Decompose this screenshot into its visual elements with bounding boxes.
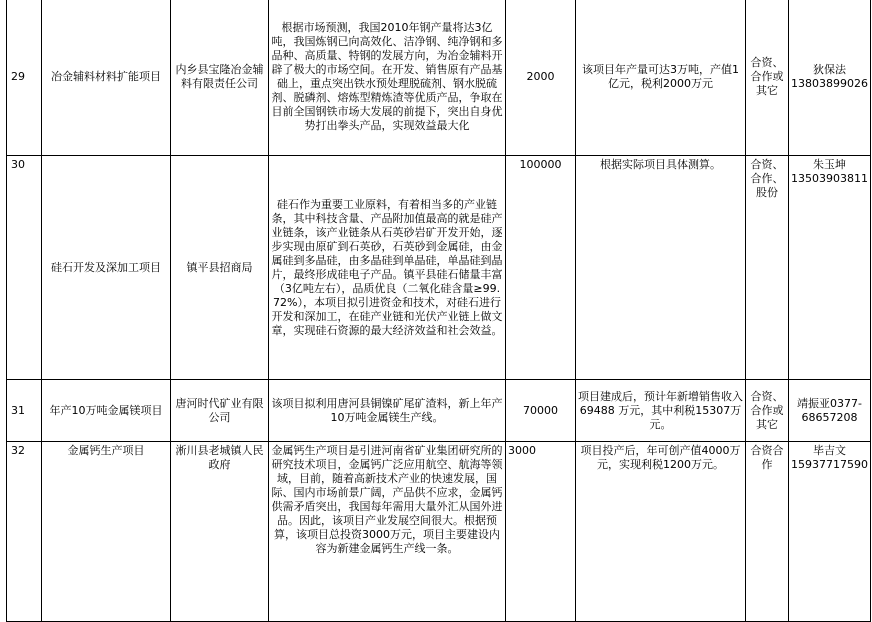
row-number: 31 [7, 380, 42, 442]
organization: 镇平县招商局 [171, 156, 269, 380]
cooperation-mode: 合资、合作、股份 [746, 156, 789, 380]
contact-phone: 13503903811 [791, 172, 868, 185]
expected-benefit: 项目建成后，预计年新增销售收入69488 万元，其中利税15307万元。 [576, 380, 746, 442]
table-row [7, 156, 871, 380]
organization: 淅川县老城镇人民政府 [171, 442, 269, 622]
row-number: 30 [7, 156, 42, 380]
contact-name: 靖振亚0377- [797, 396, 862, 410]
investment-amount: 70000 [506, 380, 576, 442]
project-name: 冶金辅料材料扩能项目 [42, 0, 171, 156]
project-description: 根据市场预测，我国2010年钢产量将达3亿吨，我国炼钢已向高效化、洁净钢、纯净钢和多品种、高质量、特钢的发展方向，为冶金辅料开辟了极大的市场空间。在开发、销售原有产品基础上，重点突出铁水预处理脱硫剂、钢水脱硫剂、脱磷剂、熔炼型精炼渣等优质产品，争取在目前全国钢铁市场大发展的前提下，突出自身优势打出拳头产品，实现效益最大化 [269, 0, 506, 156]
row-number: 29 [7, 0, 42, 156]
project-name: 金属钙生产项目 [42, 442, 171, 622]
cooperation-mode: 合资、合作或其它 [746, 380, 789, 442]
contact-cell [789, 0, 871, 156]
investment-amount: 2000 [506, 0, 576, 156]
contact-cell [789, 156, 871, 380]
organization: 唐河时代矿业有限公司 [171, 380, 269, 442]
contact-name: 毕吉文 [813, 444, 846, 457]
project-name: 硅石开发及深加工项目 [42, 156, 171, 380]
table-row [7, 442, 871, 622]
contact-phone: 68657208 [801, 410, 858, 424]
expected-benefit: 项目投产后，年可创产值4000万元，实现利税1200万元。 [576, 442, 746, 622]
contact-phone: 13803899026 [791, 77, 868, 90]
project-description: 硅石作为重要工业原料，有着相当多的产业链条，其中科技含量、产品附加值最高的就是硅产业链条，该产业链条从石英砂岩矿开发开始，逐步实现由原矿到石英砂，石英砂到金属硅，由金属硅到多晶硅，由多晶硅到单晶硅，单晶硅到晶片，最终形成硅电子产品。镇平县硅石储量丰富（3亿吨左右），品质优良（二氧化硅含量≥99.72%），本项目拟引进资金和技术，对硅石进行开发和深加工，在硅产业链和光伏产业链上做文章，实现硅石资源的最大经济效益和社会效益。 [269, 156, 506, 380]
organization: 内乡县宝隆冶金辅料有限责任公司 [171, 0, 269, 156]
contact-name: 朱玉坤 [813, 158, 846, 171]
investment-amount: 100000 [506, 156, 576, 380]
contact-name: 狄保法 [813, 63, 846, 76]
project-name: 年产10万吨金属镁项目 [42, 380, 171, 442]
contact-cell [789, 442, 871, 622]
investment-amount: 3000 [506, 442, 576, 622]
expected-benefit: 该项目年产量可达3万吨，产值1亿元，税利2000万元 [576, 0, 746, 156]
contact-phone: 15937717590 [791, 458, 868, 471]
expected-benefit: 根据实际项目具体测算。 [576, 156, 746, 380]
row-number: 32 [7, 442, 42, 622]
table-row [7, 0, 871, 156]
project-description: 该项目拟利用唐河县铜镍矿尾矿渣料，新上年产10万吨金属镁生产线。 [269, 380, 506, 442]
table-row [7, 380, 871, 442]
contact-cell [789, 380, 871, 442]
cooperation-mode: 合资、合作或其它 [746, 0, 789, 156]
cooperation-mode: 合资合作 [746, 442, 789, 622]
project-description: 金属钙生产项目是引进河南省矿业集团研究所的研究技术项目，金属钙广泛应用航空、航海等领域，目前，随着高新技术产业的快速发展，国际、国内市场前景广阔，产品供不应求，金属钙供需矛盾突出，我国每年需用大量外汇从国外进品。因此，该项目产业发展空间很大。根据预算，该项目总投资3000万元，项目主要建设内容为新建金属钙生产线一条。 [269, 442, 506, 622]
projects-table [6, 0, 871, 622]
